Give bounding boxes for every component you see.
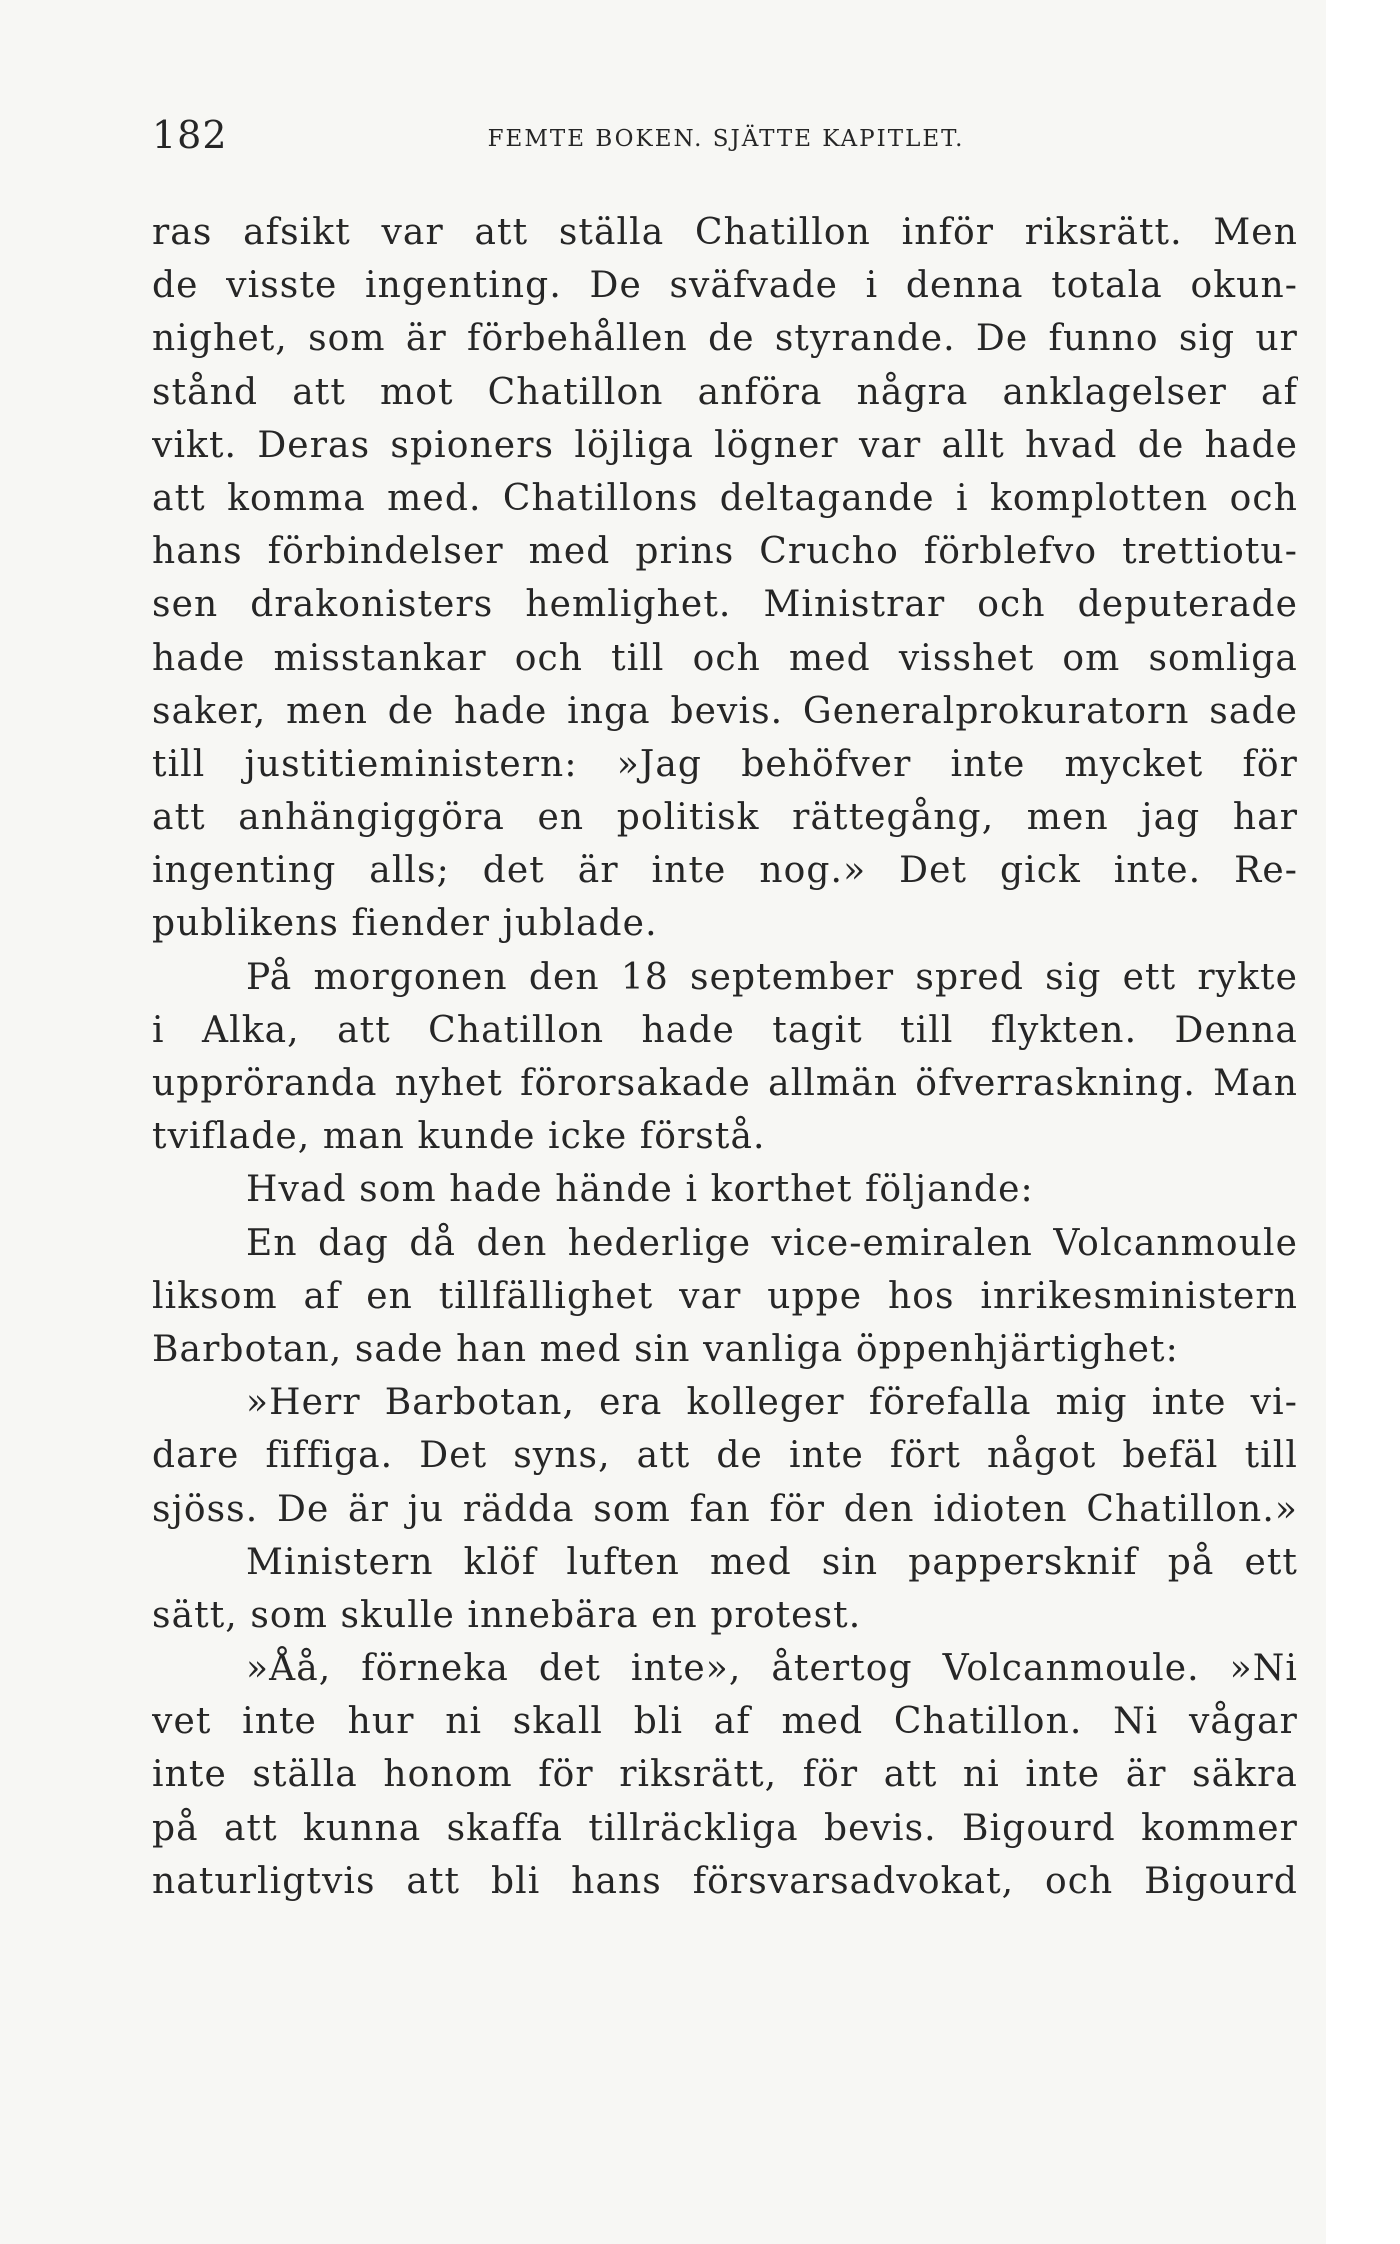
text-line: nighet, som är förbehållen de styrande. De funno sig ur	[152, 318, 1298, 360]
text-line: publikens fiender jublade.	[152, 903, 658, 945]
text-line: i Alka, att Chatillon hade tagit till flykten. Denna	[152, 1009, 1298, 1051]
text-line: de visste ingenting. De sväfvade i denna totala okun-	[152, 265, 1298, 307]
text-line: hans förbindelser med prins Crucho förblefvo trettiotu-	[152, 531, 1298, 573]
text-line: liksom af en tillfällighet var uppe hos inrikesministern	[152, 1275, 1298, 1317]
text-line: En dag då den hederlige vice-emiralen Volcanmoule	[246, 1222, 1298, 1264]
text-line: att anhängiggöra en politisk rättegång, men jag har	[152, 797, 1298, 839]
page-number: 182	[152, 113, 228, 157]
text-line: stånd att mot Chatillon anföra några anklagelser af	[152, 371, 1298, 413]
text-line: saker, men de hade inga bevis. Generalprokuratorn sade	[152, 690, 1298, 732]
running-head: FEMTE BOKEN. SJÄTTE KAPITLET.	[487, 126, 965, 152]
text-line: På morgonen den 18 september spred sig ett rykte	[246, 956, 1298, 998]
text-line: tviflade, man kunde icke förstå.	[152, 1116, 766, 1158]
text-line: vet inte hur ni skall bli af med Chatillon. Ni vågar	[152, 1701, 1298, 1743]
page-margin-edge	[1326, 0, 1400, 2244]
text-line: Hvad som hade hände i korthet följande:	[246, 1169, 1034, 1211]
text-line: att komma med. Chatillons deltagande i komplotten och	[152, 477, 1298, 519]
text-line: naturligtvis att bli hans försvarsadvokat, och Bigourd	[152, 1860, 1298, 1902]
text-line: till justitieministern: »Jag behöfver inte mycket för	[152, 743, 1298, 785]
text-line: på att kunna skaffa tillräckliga bevis. Bigourd kommer	[152, 1807, 1298, 1849]
text-line: ras afsikt var att ställa Chatillon inför riksrätt. Men	[152, 212, 1298, 253]
page-header	[152, 110, 1300, 160]
text-line: Ministern klöf luften med sin pappersknif på ett	[246, 1541, 1298, 1583]
text-line: sätt, som skulle innebära en protest.	[152, 1594, 862, 1636]
text-line: hade misstankar och till och med visshet om somliga	[152, 637, 1298, 679]
body-text	[152, 206, 1298, 1908]
text-line: sjöss. De är ju rädda som fan för den idioten Chatillon.»	[152, 1488, 1298, 1530]
text-line: inte ställa honom för riksrätt, för att ni inte är säkra	[152, 1754, 1298, 1796]
text-line: sen drakonisters hemlighet. Ministrar och deputerade	[152, 584, 1298, 626]
text-line: Barbotan, sade han med sin vanliga öppenhjärtighet:	[152, 1328, 1179, 1370]
text-line: vikt. Deras spioners löjliga lögner var allt hvad de hade	[152, 424, 1298, 466]
text-line: dare fiffiga. Det syns, att de inte fört något befäl till	[152, 1435, 1298, 1477]
text-line: uppröranda nyhet förorsakade allmän öfverraskning. Man	[152, 1063, 1298, 1104]
text-line: ingenting alls; det är inte nog.» Det gick inte. Re-	[152, 850, 1298, 892]
text-line: »Åå, förneka det inte», återtog Volcanmoule. »Ni	[246, 1648, 1298, 1690]
text-line: »Herr Barbotan, era kolleger förefalla mig inte vi-	[246, 1382, 1298, 1424]
